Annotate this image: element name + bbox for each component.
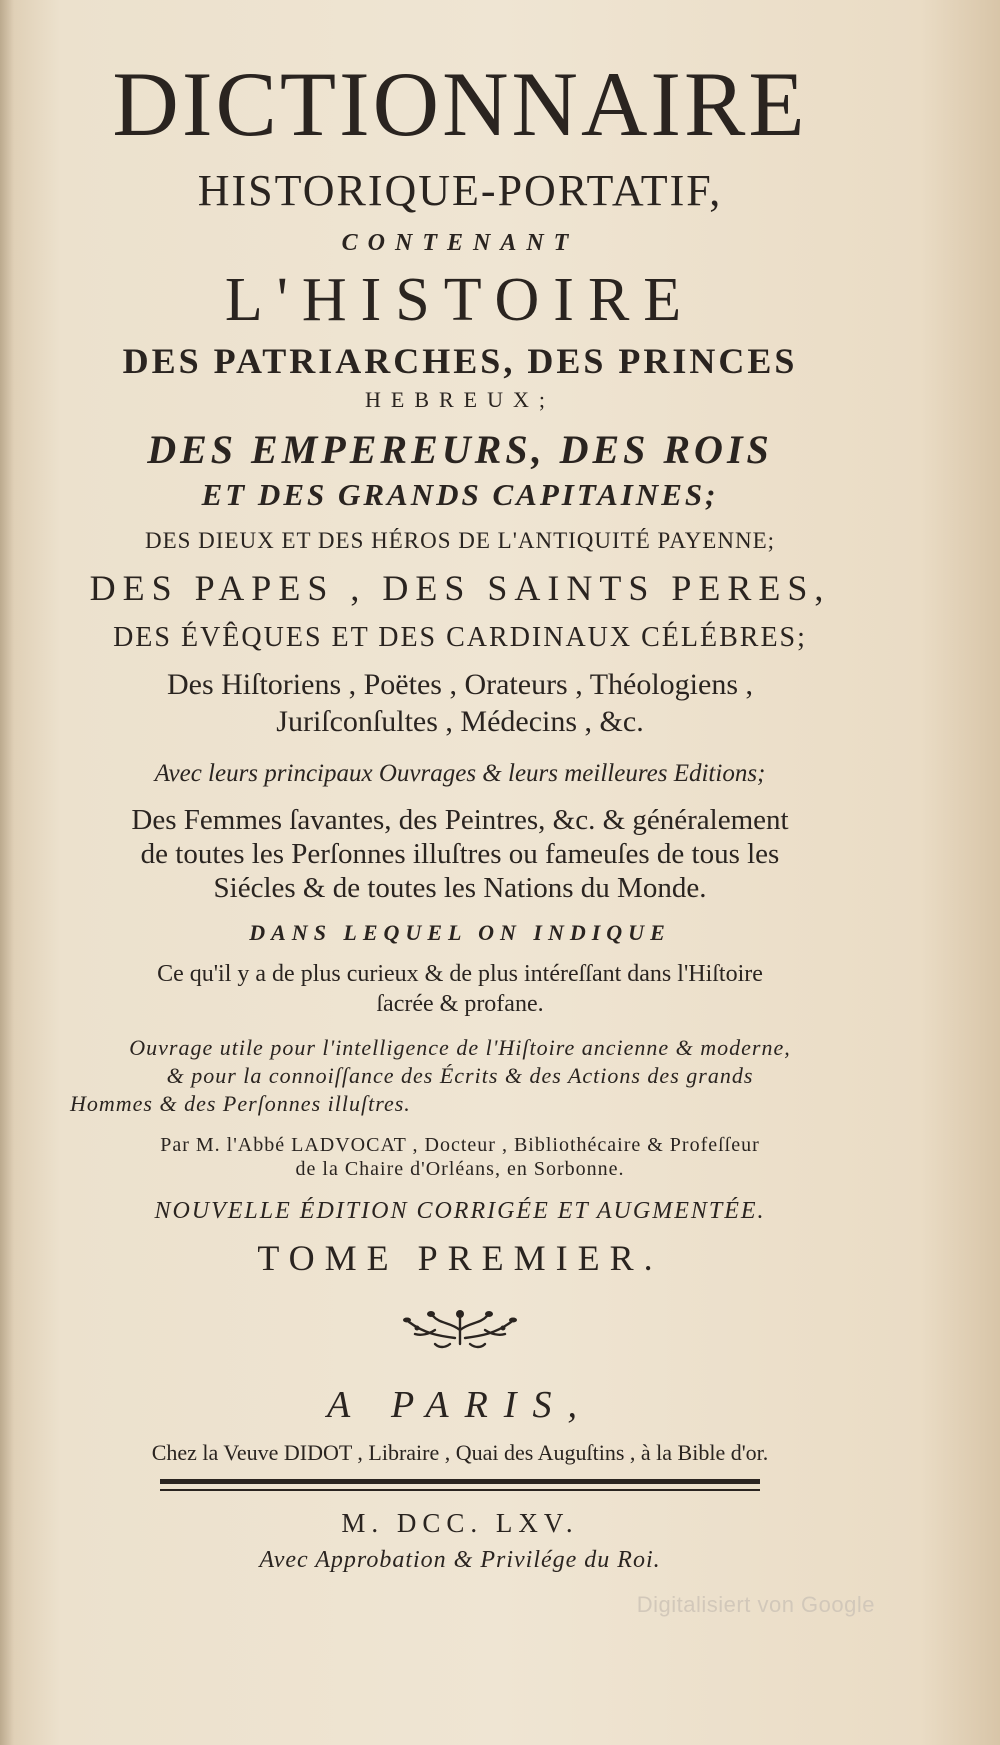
year-line: M. DCC. LXV. bbox=[341, 1508, 579, 1539]
author-line: Par M. l'Abbé LADVOCAT , Docteur , Bibliothécaire & Profeſſeur bbox=[160, 1134, 760, 1157]
eveques-line: DES ÉVÊQUES ET DES CARDINAUX CÉLÉBRES; bbox=[113, 621, 807, 653]
thick-rule bbox=[160, 1479, 760, 1484]
main-title: DICTIONNAIRE bbox=[112, 53, 808, 155]
title-page-text bbox=[40, 48, 880, 1573]
patriarches-line: DES PATRIARCHES, DES PRINCES bbox=[122, 341, 798, 382]
femmes-line: Des Femmes ſavantes, des Peintres, &c. & généralement bbox=[131, 804, 789, 837]
floral-ornament-icon bbox=[395, 1300, 525, 1350]
page-edge-shadow bbox=[0, 0, 14, 1745]
ouvrages-line: Avec leurs principaux Ouvrages & leurs meilleures Editions; bbox=[154, 759, 766, 787]
histoire-heading: L'HISTOIRE bbox=[224, 265, 696, 334]
capitaines-line: ET DES GRANDS CAPITAINES; bbox=[201, 476, 719, 512]
personnes-line: de toutes les Perſonnes illuſtres ou fameuſes de tous les bbox=[140, 838, 780, 871]
city-line: A PARIS, bbox=[327, 1384, 593, 1427]
dieux-line: DES DIEUX ET DES HÉROS DE L'ANTIQUITÉ PAYENNE; bbox=[144, 528, 776, 554]
historiens-line: Des Hiſtoriens , Poëtes , Orateurs , Théologiens , bbox=[166, 667, 753, 701]
contenant-line: CONTENANT bbox=[341, 229, 579, 256]
papes-line: DES PAPES , DES SAINTS PERES, bbox=[89, 568, 831, 609]
publisher-line: Chez la Veuve DIDOT , Libraire , Quai des Auguſtins , à la Bible d'or. bbox=[151, 1440, 769, 1466]
dans-lequel-line: DANS LEQUEL ON INDIQUE bbox=[249, 919, 671, 945]
tome-line: TOME PREMIER. bbox=[257, 1237, 663, 1278]
digitization-watermark: Digitalisiert von Google bbox=[636, 1592, 875, 1617]
subtitle: HISTORIQUE-PORTATIF, bbox=[197, 166, 723, 216]
hebreux-line: HEBREUX; bbox=[365, 386, 555, 412]
thin-rule bbox=[160, 1489, 760, 1491]
edition-line: NOUVELLE ÉDITION CORRIGÉE ET AUGMENTÉE. bbox=[154, 1198, 766, 1225]
double-rule bbox=[160, 1479, 760, 1491]
curieux-line: Ce qu'il y a de plus curieux & de plus intéreſſant dans l'Hiſtoire bbox=[157, 961, 763, 988]
chaire-line: de la Chaire d'Orléans, en Sorbonne. bbox=[295, 1158, 625, 1181]
approbation-line: Avec Approbation & Privilége du Roi. bbox=[259, 1547, 661, 1574]
jurisconsultes-line: Juriſconſultes , Médecins , &c. bbox=[276, 704, 644, 738]
ouvrage-utile-line: Ouvrage utile pour l'intelligence de l'Hiſtoire ancienne & moderne, bbox=[129, 1034, 791, 1060]
hommes-line: Hommes & des Perſonnes illuſtres. bbox=[70, 1091, 411, 1117]
siecles-line: Siécles & de toutes les Nations du Monde. bbox=[213, 872, 707, 904]
sacree-line: ſacrée & profane. bbox=[376, 991, 544, 1018]
connoissance-line: & pour la connoiſſance des Écrits & des Actions des grands bbox=[166, 1063, 754, 1089]
empereurs-line: DES EMPEREURS, DES ROIS bbox=[147, 426, 773, 472]
